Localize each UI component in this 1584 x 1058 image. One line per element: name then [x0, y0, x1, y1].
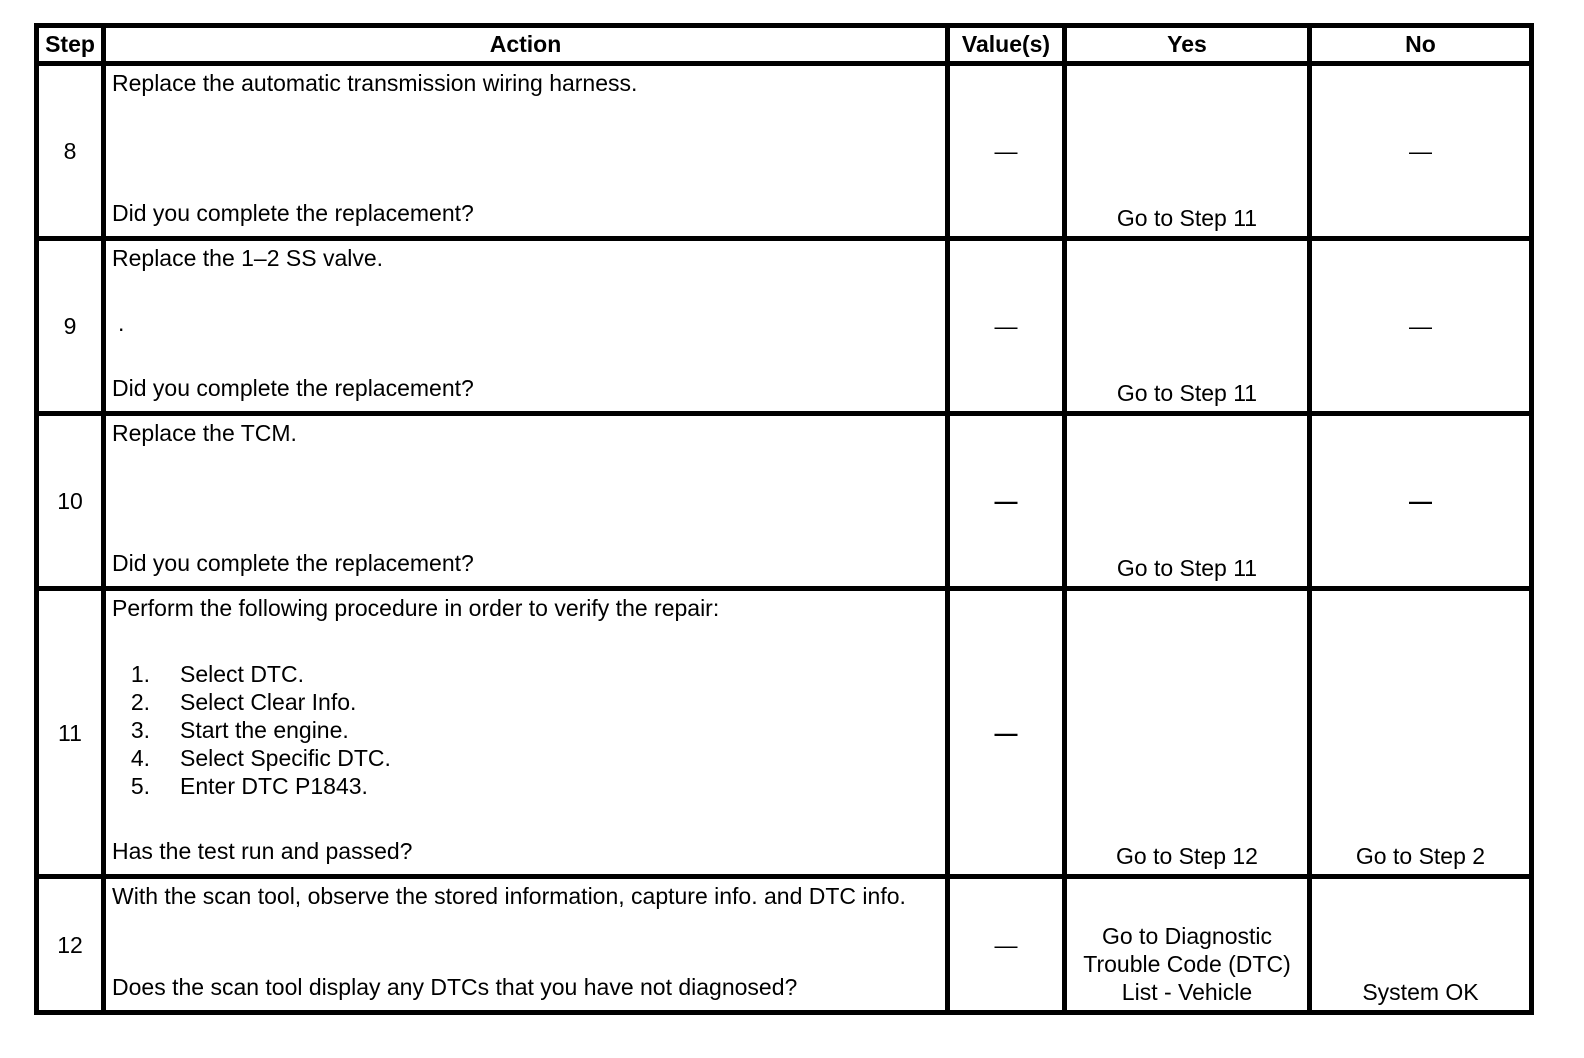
- list-item: [112, 772, 939, 800]
- table-row: [37, 589, 1532, 877]
- table-row: [37, 64, 1532, 239]
- header-values: Value(s): [948, 26, 1065, 64]
- no-text: Go to Step 2: [1355, 843, 1486, 869]
- list-item: [112, 688, 939, 716]
- yes-text: Go to Diagnostic Trouble Code (DTC) List - Vehicle: [1083, 923, 1291, 1005]
- action-instruction: Replace the automatic transmission wiring harness.: [112, 70, 638, 96]
- action-note: .: [118, 310, 125, 336]
- action-cell: [104, 589, 948, 877]
- action-instruction: Replace the 1–2 SS valve.: [112, 245, 384, 271]
- step-number: 9: [37, 239, 104, 414]
- no-cell: [1310, 589, 1532, 877]
- value-cell: —: [948, 877, 1065, 1013]
- action-question: Did you complete the replacement?: [112, 200, 474, 226]
- action-cell: [104, 239, 948, 414]
- list-number: 2.: [130, 688, 150, 715]
- list-text: Start the engine.: [180, 716, 349, 743]
- no-cell: —: [1310, 64, 1532, 239]
- yes-text: Go to Step 11: [1116, 380, 1258, 406]
- list-text: Select DTC.: [180, 660, 304, 687]
- yes-cell: [1065, 414, 1310, 589]
- action-instruction: Replace the TCM.: [112, 420, 297, 446]
- header-row: [37, 26, 1532, 64]
- no-text: System OK: [1362, 979, 1479, 1005]
- no-cell: [1310, 877, 1532, 1013]
- header-yes: Yes: [1065, 26, 1310, 64]
- action-question: Did you complete the replacement?: [112, 550, 474, 576]
- value-cell: —: [948, 64, 1065, 239]
- action-cell: [104, 414, 948, 589]
- yes-text: Go to Step 11: [1116, 555, 1258, 581]
- step-number: 12: [37, 877, 104, 1013]
- list-number: 4.: [130, 744, 150, 771]
- yes-cell: [1065, 64, 1310, 239]
- list-item: [112, 744, 939, 772]
- header-no: No: [1310, 26, 1532, 64]
- yes-text: Go to Step 12: [1116, 843, 1258, 869]
- value-cell: —: [948, 239, 1065, 414]
- table-row: [37, 414, 1532, 589]
- yes-cell: [1065, 239, 1310, 414]
- action-instruction: With the scan tool, observe the stored information, capture info. and DTC info.: [112, 883, 906, 909]
- action-question: Has the test run and passed?: [112, 838, 413, 864]
- list-text: Select Clear Info.: [180, 688, 357, 715]
- yes-text: Go to Step 11: [1116, 205, 1258, 231]
- value-cell: —: [948, 589, 1065, 877]
- action-instruction: Perform the following procedure in order to verify the repair:: [112, 595, 720, 621]
- action-question: Does the scan tool display any DTCs that you have not diagnosed?: [112, 974, 798, 1000]
- no-cell: —: [1310, 239, 1532, 414]
- table-row: [37, 877, 1532, 1013]
- step-number: 8: [37, 64, 104, 239]
- step-number: 10: [37, 414, 104, 589]
- no-cell: —: [1310, 414, 1532, 589]
- list-number: 3.: [130, 716, 150, 743]
- header-step: Step: [37, 26, 104, 64]
- list-number: 5.: [130, 772, 150, 799]
- yes-cell: [1065, 589, 1310, 877]
- diagnostic-table: [34, 23, 1534, 1015]
- table-row: [37, 239, 1532, 414]
- list-text: Select Specific DTC.: [180, 744, 391, 771]
- procedure-list: [112, 660, 939, 800]
- value-cell: —: [948, 414, 1065, 589]
- yes-cell: [1065, 877, 1310, 1013]
- action-cell: [104, 877, 948, 1013]
- list-text: Enter DTC P1843.: [180, 772, 368, 799]
- header-action: Action: [104, 26, 948, 64]
- list-item: [112, 660, 939, 688]
- action-question: Did you complete the replacement?: [112, 375, 474, 401]
- list-item: [112, 716, 939, 744]
- list-number: 1.: [130, 660, 150, 687]
- action-cell: [104, 64, 948, 239]
- step-number: 11: [37, 589, 104, 877]
